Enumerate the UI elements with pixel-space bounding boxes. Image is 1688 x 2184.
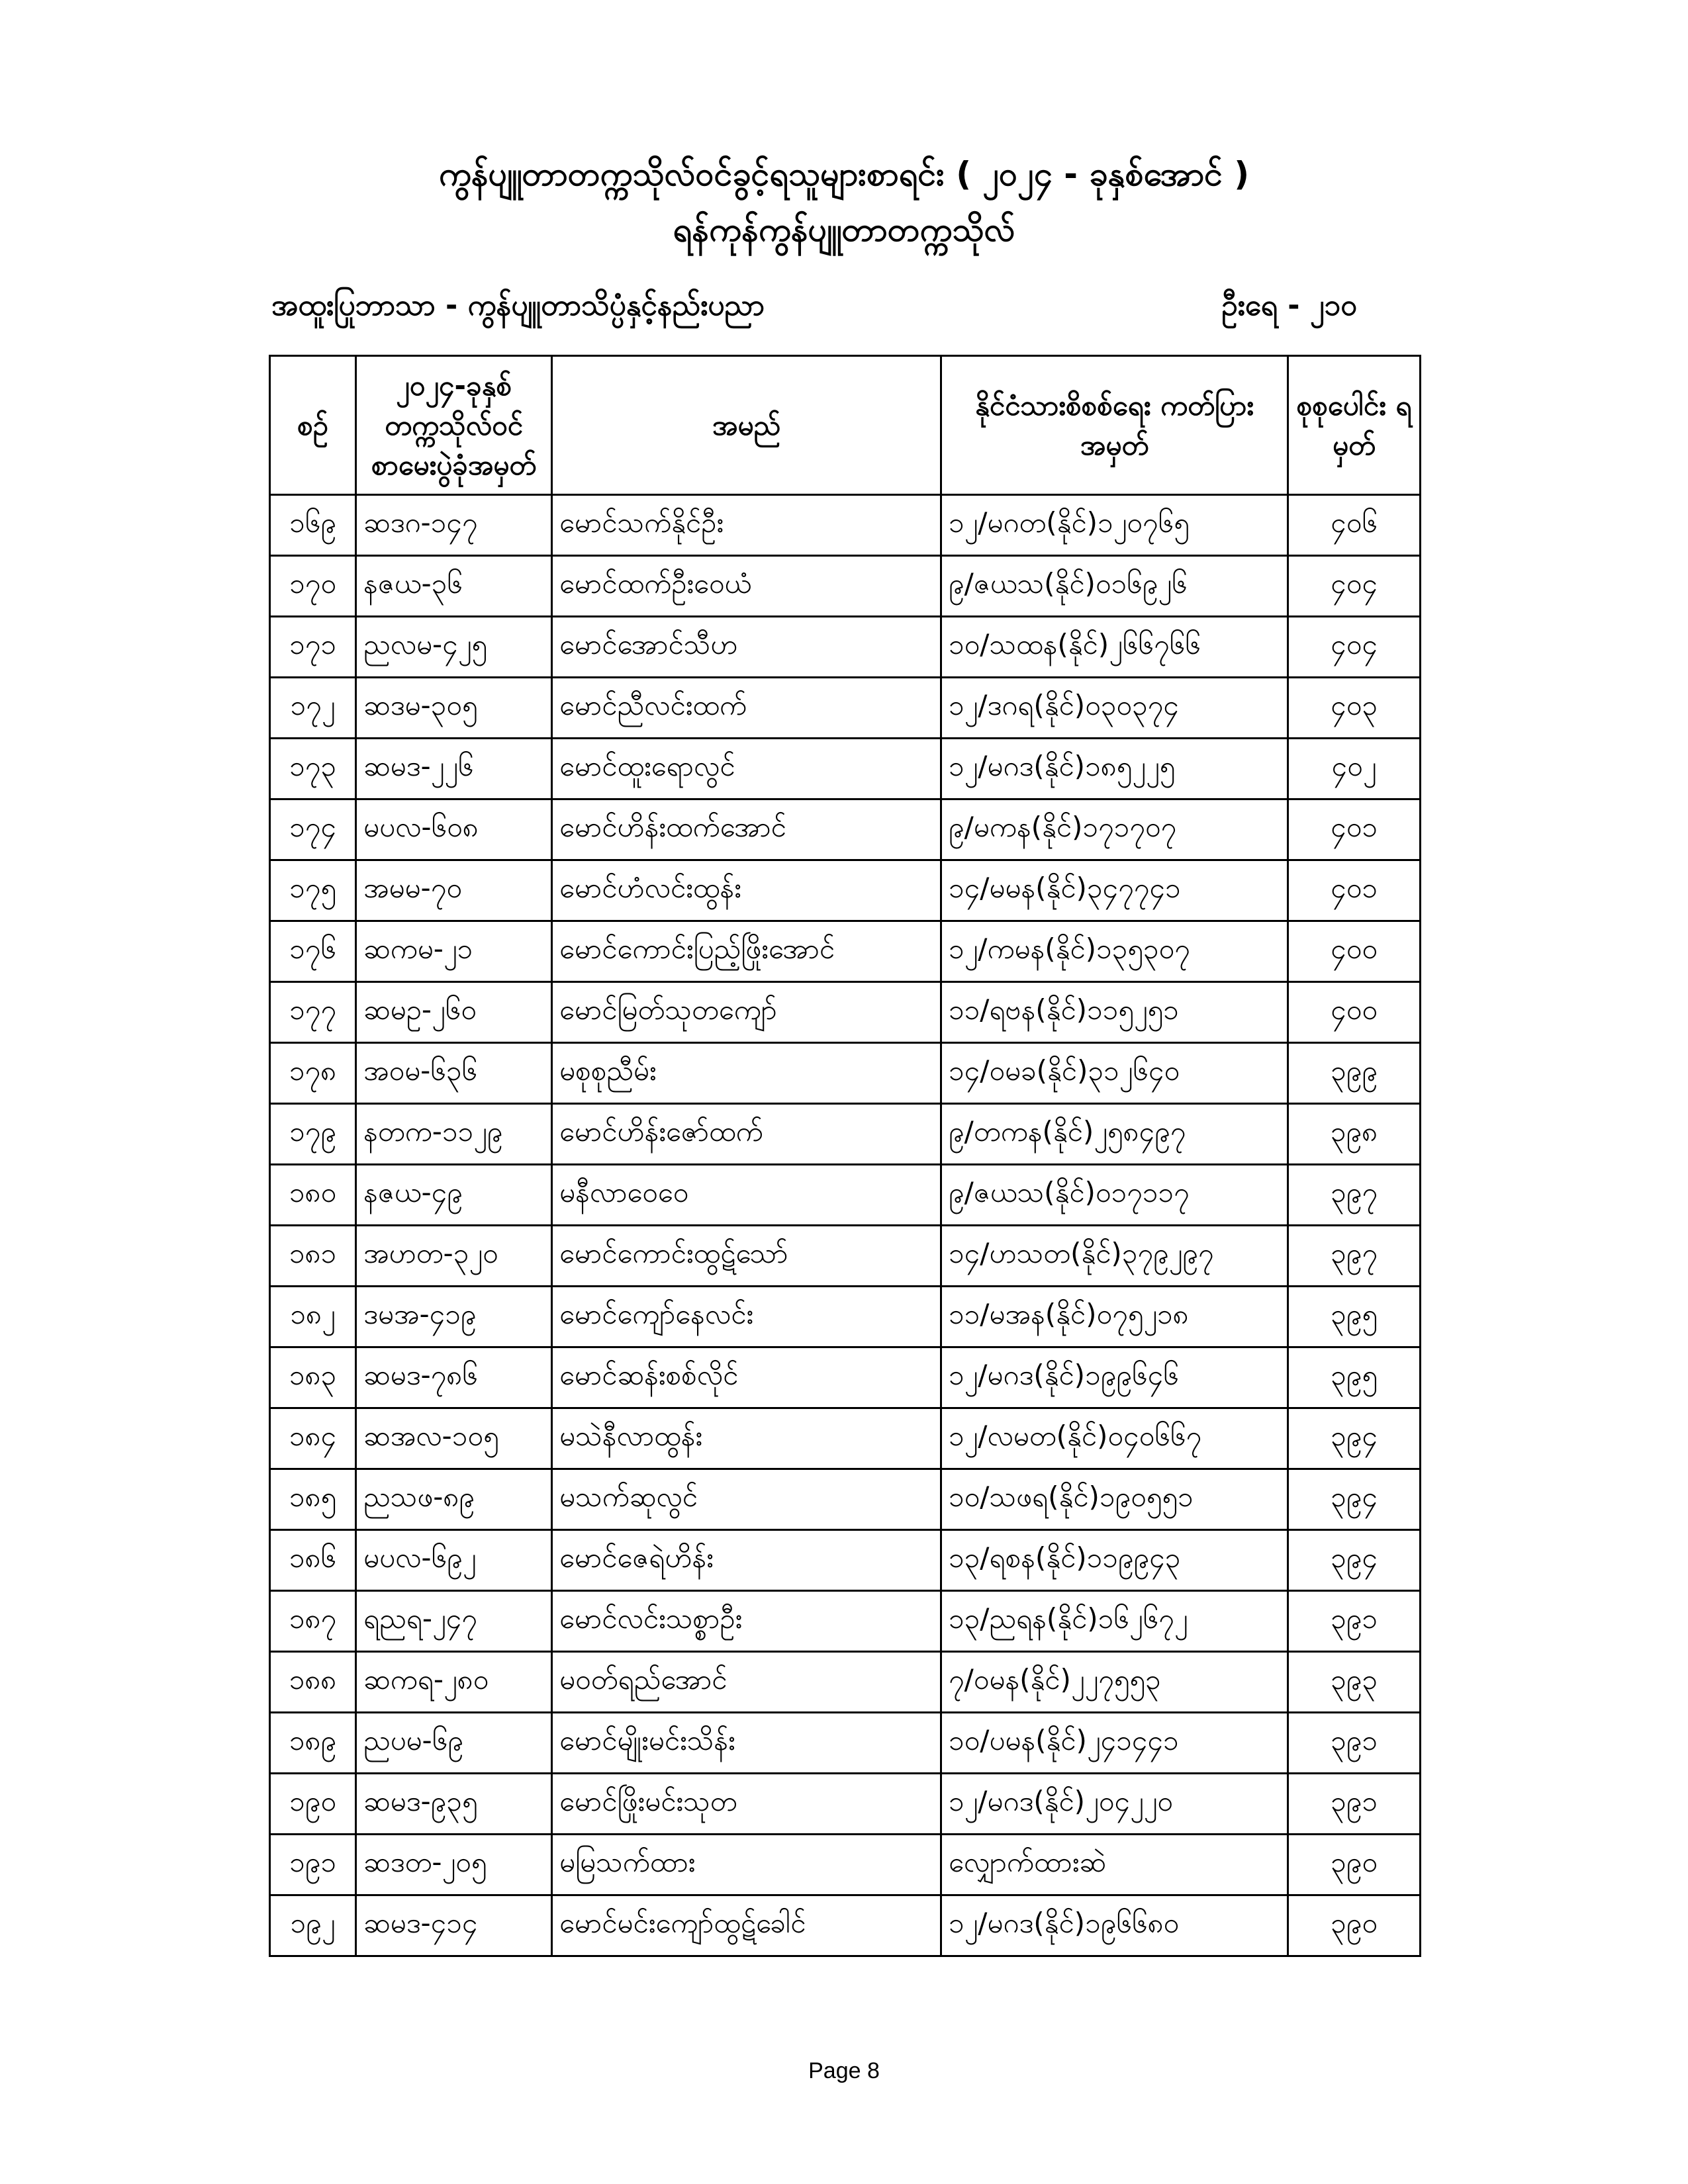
- cell-serial-no: ၁၇၉: [270, 1104, 356, 1165]
- cell-nrc-number: ၉/တကန(နိုင်)၂၅၈၄၉၇: [941, 1104, 1288, 1165]
- cell-nrc-number: ၁၂/မဂဒ(နိုင်)၁၉၆၆၈၀: [941, 1895, 1288, 1956]
- cell-total-marks: ၃၉၉: [1288, 1043, 1421, 1104]
- table-row: [270, 1165, 1421, 1226]
- cell-roll-number: နဇယ-၄၉: [356, 1165, 552, 1226]
- table-row: [270, 678, 1421, 739]
- cell-roll-number: ရညရ-၂၄၇: [356, 1591, 552, 1652]
- cell-total-marks: ၃၉၁: [1288, 1591, 1421, 1652]
- cell-roll-number: ဆဒမ-၃၀၅: [356, 678, 552, 739]
- table-row: [270, 1287, 1421, 1347]
- table-row: [270, 1591, 1421, 1652]
- cell-serial-no: ၁၈၄: [270, 1408, 356, 1469]
- cell-total-marks: ၄၀၄: [1288, 556, 1421, 617]
- cell-student-name: မောင်သက်နိုင်ဦး: [552, 495, 941, 556]
- cell-total-marks: ၄၀၆: [1288, 495, 1421, 556]
- cell-total-marks: ၃၉၁: [1288, 1774, 1421, 1835]
- cell-student-name: မောင်လင်းသစ္စာဦး: [552, 1591, 941, 1652]
- cell-serial-no: ၁၉၀: [270, 1774, 356, 1835]
- cell-serial-no: ၁၇၄: [270, 799, 356, 860]
- cell-serial-no: ၁၈၈: [270, 1652, 356, 1713]
- cell-total-marks: ၃၉၁: [1288, 1713, 1421, 1774]
- table-row: [270, 1895, 1421, 1956]
- cell-serial-no: ၁၇၅: [270, 860, 356, 921]
- cell-nrc-number: ၁၂/ဒဂရ(နိုင်)၀၃၀၃၇၄: [941, 678, 1288, 739]
- cell-total-marks: ၃၉၇: [1288, 1226, 1421, 1287]
- cell-total-marks: ၃၉၅: [1288, 1347, 1421, 1408]
- university-name: ရန်ကုန်ကွန်ပျူတာတက္ကသိုလ်: [673, 210, 1015, 249]
- table-row: [270, 1713, 1421, 1774]
- cell-total-marks: ၃၉၄: [1288, 1530, 1421, 1591]
- cell-student-name: မောင်ညီလင်းထက်: [552, 678, 941, 739]
- cell-student-name: မစုစုညီမ်း: [552, 1043, 941, 1104]
- table-row: [270, 1408, 1421, 1469]
- table-row: [270, 921, 1421, 982]
- cell-roll-number: ဆကမ-၂၁: [356, 921, 552, 982]
- cell-roll-number: ဆဒဂ-၁၄၇: [356, 495, 552, 556]
- cell-student-name: မောင်အောင်သီဟ: [552, 617, 941, 678]
- cell-nrc-number: ၁၄/ဟသတ(နိုင်)၃၇၉၂၉၇: [941, 1226, 1288, 1287]
- document-title: ကွန်ပျူတာတက္ကသိုလ်ဝင်ခွင့်ရသူများစာရင်း ( ၂၀၂၄ - ခုနှစ်အောင် ): [438, 155, 1250, 193]
- cell-student-name: မောင်မြတ်သုတကျော်: [552, 982, 941, 1043]
- table-row: [270, 1347, 1421, 1408]
- column-header-name: အမည်: [552, 356, 941, 495]
- cell-roll-number: ဆမဒ-၇၈၆: [356, 1347, 552, 1408]
- table-row: [270, 739, 1421, 799]
- cell-student-name: မောင်မျိုးမင်းသိန်း: [552, 1713, 941, 1774]
- cell-total-marks: ၃၉၅: [1288, 1287, 1421, 1347]
- cell-total-marks: ၃၉၇: [1288, 1165, 1421, 1226]
- cell-student-name: မမြသက်ထား: [552, 1835, 941, 1895]
- column-header-marks: စုစုပေါင်း ရမှတ်: [1288, 356, 1421, 495]
- cell-serial-no: ၁၇၆: [270, 921, 356, 982]
- cell-roll-number: နတက-၁၁၂၉: [356, 1104, 552, 1165]
- column-header-no: စဉ်: [270, 356, 356, 495]
- cell-roll-number: ဆကရ-၂၈၀: [356, 1652, 552, 1713]
- table-row: [270, 1774, 1421, 1835]
- cell-serial-no: ၁၇၈: [270, 1043, 356, 1104]
- cell-nrc-number: ၁၄/ဝမခ(နိုင်)၃၁၂၆၄၀: [941, 1043, 1288, 1104]
- cell-student-name: မောင်ဟိန်းထက်အောင်: [552, 799, 941, 860]
- cell-serial-no: ၁၇၂: [270, 678, 356, 739]
- cell-serial-no: ၁၈၆: [270, 1530, 356, 1591]
- column-header-nrc: နိုင်ငံသားစိစစ်ရေး ကတ်ပြားအမှတ်: [941, 356, 1288, 495]
- table-row: [270, 617, 1421, 678]
- table-row: [270, 556, 1421, 617]
- cell-roll-number: ညပမ-၆၉: [356, 1713, 552, 1774]
- table-row: [270, 799, 1421, 860]
- cell-serial-no: ၁၈၁: [270, 1226, 356, 1287]
- table-row: [270, 1530, 1421, 1591]
- cell-student-name: မောင်ကောင်းထွဋ်သော်: [552, 1226, 941, 1287]
- cell-nrc-number: ၉/မကန(နိုင်)၁၇၁၇၀၇: [941, 799, 1288, 860]
- cell-roll-number: ဆအလ-၁၀၅: [356, 1408, 552, 1469]
- cell-total-marks: ၄၀၃: [1288, 678, 1421, 739]
- cell-serial-no: ၁၈၅: [270, 1469, 356, 1530]
- cell-nrc-number: ၁၀/ပမန(နိုင်)၂၄၁၄၄၁: [941, 1713, 1288, 1774]
- cell-serial-no: ၁၆၉: [270, 495, 356, 556]
- cell-nrc-number: ၁၃/ရစန(နိုင်)၁၁၉၉၄၃: [941, 1530, 1288, 1591]
- cell-total-marks: ၃၉၃: [1288, 1652, 1421, 1713]
- cell-nrc-number: ၁၂/မဂဒ(နိုင်)၂၀၄၂၂၀: [941, 1774, 1288, 1835]
- cell-total-marks: ၄၀၂: [1288, 739, 1421, 799]
- cell-total-marks: ၄၀၁: [1288, 860, 1421, 921]
- cell-nrc-number: ၁၂/မဂဒ(နိုင်)၁၈၅၂၂၅: [941, 739, 1288, 799]
- cell-student-name: မနီလာဝေဝေ: [552, 1165, 941, 1226]
- subject-label: အထူးပြုဘာသာ - ကွန်ပျူတာသိပ္ပံနှင့်နည်းပညာ: [271, 289, 765, 322]
- table-row: [270, 982, 1421, 1043]
- cell-student-name: မောင်ဆန်းစစ်လိုင်: [552, 1347, 941, 1408]
- cell-total-marks: ၃၉၄: [1288, 1469, 1421, 1530]
- cell-roll-number: ဆမဒ-၉၃၅: [356, 1774, 552, 1835]
- cell-student-name: မောင်ဖြိုးမင်းသုတ: [552, 1774, 941, 1835]
- cell-total-marks: ၄၀၀: [1288, 921, 1421, 982]
- cell-nrc-number: လျှောက်ထားဆဲ: [941, 1835, 1288, 1895]
- cell-student-name: မောင်ဇေရဲဟိန်း: [552, 1530, 941, 1591]
- cell-total-marks: ၃၉၄: [1288, 1408, 1421, 1469]
- cell-nrc-number: ၇/ဝမန(နိုင်)၂၂၇၅၅၃: [941, 1652, 1288, 1713]
- cell-nrc-number: ၁၄/မမန(နိုင်)၃၄၇၇၄၁: [941, 860, 1288, 921]
- cell-student-name: မသဲနီလာထွန်း: [552, 1408, 941, 1469]
- table-row: [270, 1835, 1421, 1895]
- cell-student-name: မဝတ်ရည်အောင်: [552, 1652, 941, 1713]
- cell-nrc-number: ၁၂/လမတ(နိုင်)၀၄၀၆၆၇: [941, 1408, 1288, 1469]
- cell-total-marks: ၃၉၀: [1288, 1835, 1421, 1895]
- cell-nrc-number: ၉/ဇယသ(နိုင်)၀၁၆၉၂၆: [941, 556, 1288, 617]
- cell-student-name: မောင်ဟိန်းဇော်ထက်: [552, 1104, 941, 1165]
- cell-serial-no: ၁၇၁: [270, 617, 356, 678]
- table-body: [270, 495, 1421, 1956]
- cell-roll-number: ဆမဒ-၄၁၄: [356, 1895, 552, 1956]
- cell-serial-no: ၁၈၀: [270, 1165, 356, 1226]
- cell-roll-number: အဟတ-၃၂၀: [356, 1226, 552, 1287]
- cell-roll-number: ဆမဒ-၂၂၆: [356, 739, 552, 799]
- cell-serial-no: ၁၇၀: [270, 556, 356, 617]
- cell-nrc-number: ၁၀/သဖရ(နိုင်)၁၉၀၅၅၁: [941, 1469, 1288, 1530]
- table-row: [270, 495, 1421, 556]
- cell-roll-number: မပလ-၆၉၂: [356, 1530, 552, 1591]
- cell-roll-number: နဇယ-၃၆: [356, 556, 552, 617]
- cell-serial-no: ၁၈၉: [270, 1713, 356, 1774]
- cell-student-name: မောင်ကောင်းပြည့်ဖြိုးအောင်: [552, 921, 941, 982]
- table-row: [270, 1226, 1421, 1287]
- cell-nrc-number: ၁၃/ညရန(နိုင်)၁၆၂၆၇၂: [941, 1591, 1288, 1652]
- cell-total-marks: ၄၀၁: [1288, 799, 1421, 860]
- cell-roll-number: အဝမ-၆၃၆: [356, 1043, 552, 1104]
- cell-serial-no: ၁၇၇: [270, 982, 356, 1043]
- cell-student-name: မောင်ဟံလင်းထွန်း: [552, 860, 941, 921]
- page-number: Page 8: [808, 2058, 880, 2083]
- cell-serial-no: ၁၉၂: [270, 1895, 356, 1956]
- cell-nrc-number: ၁၁/မအန(နိုင်)၀၇၅၂၁၈: [941, 1287, 1288, 1347]
- cell-roll-number: မပလ-၆၀၈: [356, 799, 552, 860]
- cell-student-name: မောင်ထက်ဦးဝေယံ: [552, 556, 941, 617]
- cell-nrc-number: ၁၂/မဂဒ(နိုင်)၁၉၉၆၄၆: [941, 1347, 1288, 1408]
- cell-roll-number: ဒမအ-၄၁၉: [356, 1287, 552, 1347]
- cell-total-marks: ၃၉၈: [1288, 1104, 1421, 1165]
- table-row: [270, 860, 1421, 921]
- cell-total-marks: ၄၀၄: [1288, 617, 1421, 678]
- cell-student-name: မောင်မင်းကျော်ထွဋ်ခေါင်: [552, 1895, 941, 1956]
- table-row: [270, 1469, 1421, 1530]
- cell-serial-no: ၁၈၃: [270, 1347, 356, 1408]
- table-row: [270, 1652, 1421, 1713]
- cell-roll-number: ဆဒတ-၂၀၅: [356, 1835, 552, 1895]
- cell-serial-no: ၁၉၁: [270, 1835, 356, 1895]
- cell-serial-no: ၁၈၂: [270, 1287, 356, 1347]
- cell-nrc-number: ၁၂/ကမန(နိုင်)၁၃၅၃၀၇: [941, 921, 1288, 982]
- cell-roll-number: အမမ-၇၀: [356, 860, 552, 921]
- table-header-row: [270, 356, 1421, 495]
- cell-nrc-number: ၉/ဇယသ(နိုင်)၀၁၇၁၁၇: [941, 1165, 1288, 1226]
- table-row: [270, 1104, 1421, 1165]
- cell-student-name: မောင်ကျော်နေလင်း: [552, 1287, 941, 1347]
- table-row: [270, 1043, 1421, 1104]
- cell-roll-number: ဆမဥ-၂၆၀: [356, 982, 552, 1043]
- cell-nrc-number: ၁၂/မဂတ(နိုင်)၁၂၀၇၆၅: [941, 495, 1288, 556]
- column-header-roll: ၂၀၂၄-ခုနှစ် တက္ကသိုလ်ဝင် စာမေးပွဲခုံအမှတ်: [356, 356, 552, 495]
- cell-total-marks: ၃၉၀: [1288, 1895, 1421, 1956]
- cell-roll-number: ညလမ-၄၂၅: [356, 617, 552, 678]
- cell-student-name: မောင်ထူးရောလွင်: [552, 739, 941, 799]
- cell-nrc-number: ၁၁/ရဗန(နိုင်)၁၁၅၂၅၁: [941, 982, 1288, 1043]
- cell-serial-no: ၁၇၃: [270, 739, 356, 799]
- cell-roll-number: ညသဖ-၈၉: [356, 1469, 552, 1530]
- admission-table: [269, 355, 1421, 1957]
- cell-serial-no: ၁၈၇: [270, 1591, 356, 1652]
- cell-total-marks: ၄၀၀: [1288, 982, 1421, 1043]
- seat-count: ဦးရေ - ၂၁၀: [1221, 289, 1357, 322]
- cell-nrc-number: ၁၀/သထန(နိုင်)၂၆၆၇၆၆: [941, 617, 1288, 678]
- cell-student-name: မသက်ဆုလွင်: [552, 1469, 941, 1530]
